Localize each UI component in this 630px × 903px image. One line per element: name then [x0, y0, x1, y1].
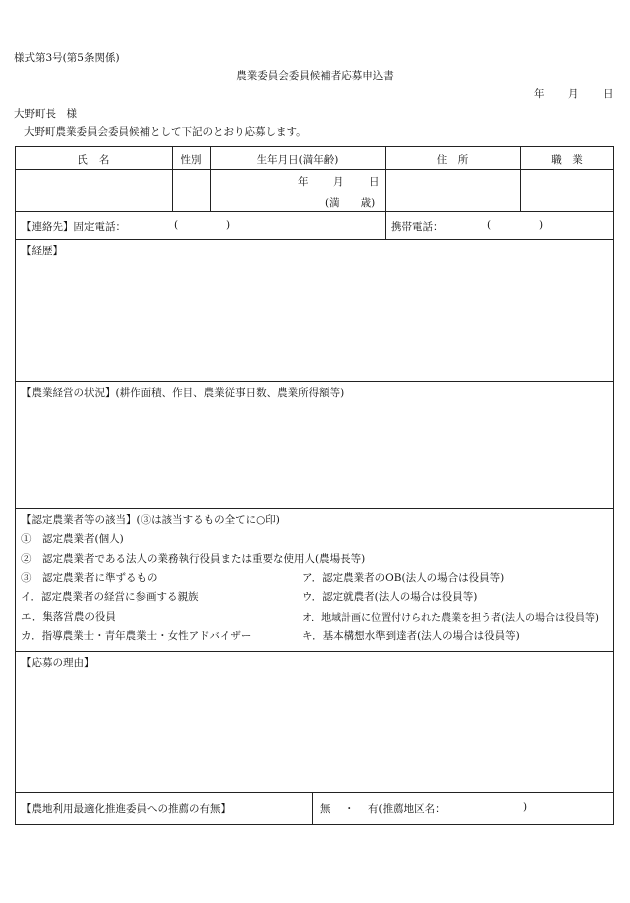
row-divider	[15, 651, 614, 652]
certified-item: キ．基本構想水準到達者(法人の場合は役員等)	[302, 630, 520, 642]
row-divider	[15, 169, 614, 170]
mobile-paren-close: )	[539, 219, 544, 231]
application-table	[15, 146, 614, 825]
recommend-close: )	[523, 801, 528, 813]
date-day: 日	[603, 88, 614, 100]
date-month: 月	[568, 88, 579, 100]
certified-item: ウ．認定就農者(法人の場合は役員等)	[302, 591, 478, 603]
career-label: 【経歴】	[21, 245, 63, 257]
contact-label: 【連絡先】固定電話：	[21, 221, 126, 233]
form-title: 農業委員会委員候補者応募申込書	[236, 70, 394, 82]
age-label: (満 歳)	[325, 197, 376, 209]
certified-item: オ．地域計画に位置付けられた農業を担う者(法人の場合は役員等)	[302, 613, 599, 624]
recommend-none: 無	[320, 803, 331, 815]
row-divider	[15, 792, 614, 793]
certified-item: イ．認定農業者の経営に参画する親族	[21, 591, 199, 603]
row-divider	[15, 239, 614, 240]
certified-item: ア．認定農業者のOB(法人の場合は役員等)	[302, 572, 505, 584]
header-name: 氏 名	[77, 154, 110, 166]
form-number: 様式第3号(第5条関係)	[14, 52, 120, 64]
row-divider	[15, 381, 614, 382]
phone-paren-open: (	[174, 219, 179, 231]
mobile-paren-open: (	[487, 219, 492, 231]
mobile-label: 携帯電話：	[391, 221, 444, 233]
certified-item: カ．指導農業士・青年農業士・女性アドバイザー	[21, 630, 252, 642]
recommend-yes: 有(推薦地区名：	[368, 803, 446, 815]
recommend-separator: ・	[344, 803, 355, 815]
intro-text: 大野町農業委員会委員候補として下記のとおり応募します。	[24, 126, 307, 138]
birth-year-label: 年	[298, 176, 309, 188]
addressee: 大野町長 様	[14, 108, 77, 120]
row-divider	[15, 211, 614, 212]
header-birthdate: 生年月日(満年齢)	[256, 154, 339, 166]
header-address: 住 所	[436, 154, 469, 166]
phone-paren-close: )	[226, 219, 231, 231]
recommend-label: 【農地利用最適化推進委員への推薦の有無】	[21, 803, 231, 815]
header-gender: 性別	[180, 154, 202, 166]
row-divider	[15, 508, 614, 509]
certified-label: 【認定農業者等の該当】(③は該当するもの全てに○印)	[21, 514, 280, 526]
certified-item: ③ 認定農業者に準ずるもの	[21, 572, 158, 584]
certified-item: ② 認定農業者である法人の業務執行役員または重要な使用人(農場長等)	[21, 553, 366, 565]
certified-item: ① 認定農業者(個人)	[21, 533, 124, 545]
birth-month-label: 月	[333, 176, 344, 188]
farm-status-label: 【農業経営の状況】(耕作面積、作目、農業従事日数、農業所得額等)	[21, 387, 345, 399]
header-occupation: 職 業	[551, 154, 583, 166]
certified-item: エ．集落営農の役員	[21, 611, 116, 623]
reason-label: 【応募の理由】	[21, 657, 95, 669]
col-divider	[312, 792, 313, 825]
date-year: 年	[534, 88, 545, 100]
birth-day-label: 日	[369, 176, 380, 188]
